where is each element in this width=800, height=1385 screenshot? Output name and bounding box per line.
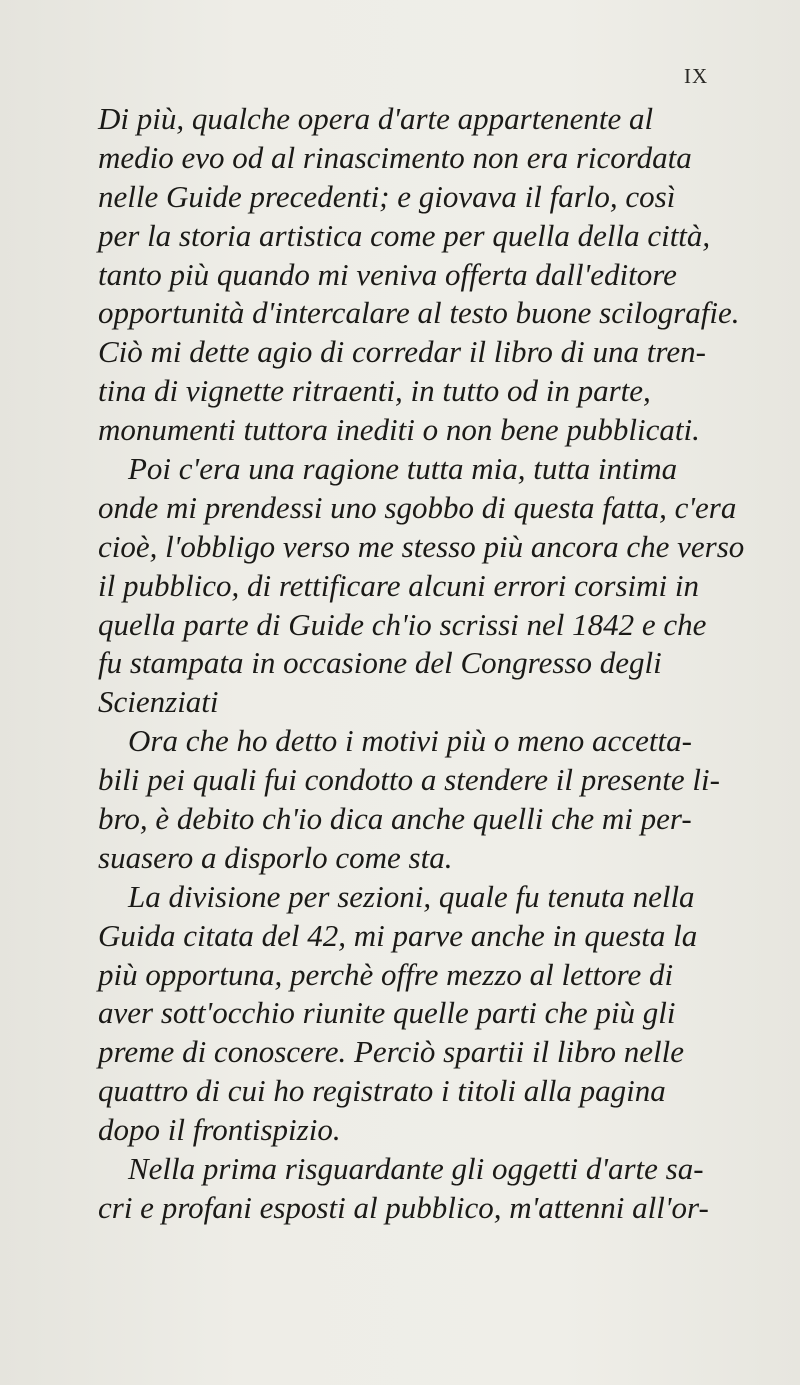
text-line: tanto più quando mi veniva offerta dall'editore [98,256,677,292]
text-line: il pubblico, di rettificare alcuni errori corsimi in [98,567,700,603]
text-line: Ora che ho detto i motivi più o meno accetta- [128,723,692,759]
text-line: monumenti tuttora inediti o non bene pubblicati. [98,412,700,448]
text-line: per la storia artistica come per quella della città, [98,217,711,253]
text-line: bili pei quali fui condotto a stendere il presente li- [98,762,720,798]
text-line: quattro di cui ho registrato i titoli alla pagina [98,1073,666,1109]
text-line: medio evo od al rinascimento non era ricordata [98,139,692,175]
text-line: Ciò mi dette agio di corredar il libro di una tren- [98,334,706,370]
text-line: cioè, l'obbligo verso me stesso più ancora che verso [98,528,745,564]
page-number: IX [684,64,709,88]
text-line: Guida citata del 42, mi parve anche in questa la [98,917,698,953]
body-text [98,100,758,1228]
text-line: dopo il frontispizio. [98,1112,341,1148]
text-line: nelle Guide precedenti; e giovava il farlo, così [98,178,676,214]
text-line: fu stampata in occasione del Congresso degli [98,645,662,681]
text-line: cri e profani esposti al pubblico, m'attenni all'or- [98,1189,709,1225]
text-line: quella parte di Guide ch'io scrissi nel 1842 e che [98,606,707,642]
text-line: onde mi prendessi uno sgobbo di questa fatta, c'era [98,489,737,525]
text-line: Di più, qualche opera d'arte appartenente al [98,101,654,136]
text-line: aver sott'occhio riunite quelle parti che più gli [98,995,676,1031]
text-line: Scienziati [98,684,219,720]
text-line: La divisione per sezioni, quale fu tenuta nella [128,878,695,914]
text-line: tina di vignette ritraenti, in tutto od in parte, [98,373,651,409]
text-line: preme di conoscere. Perciò spartii il libro nelle [98,1034,685,1070]
text-line: opportunità d'intercalare al testo buone scilografie. [98,295,740,331]
text-line: Poi c'era una ragione tutta mia, tutta intima [128,451,678,487]
text-line: Nella prima risguardante gli oggetti d'arte sa- [128,1151,704,1187]
text-line: più opportuna, perchè offre mezzo al lettore di [98,956,674,992]
text-line: suasero a disporlo come sta. [98,839,453,875]
text-line: bro, è debito ch'io dica anche quelli che mi per- [98,801,692,837]
